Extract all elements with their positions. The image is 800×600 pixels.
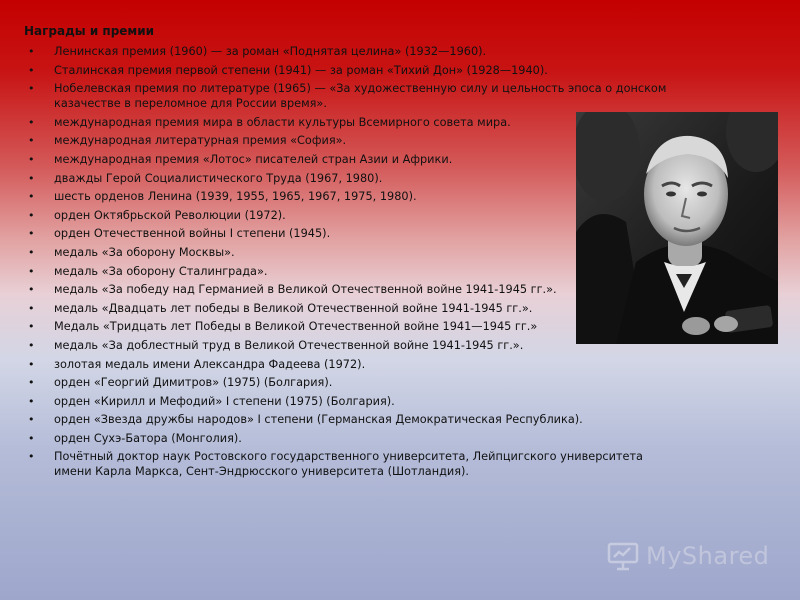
list-item-text: Ленинская премия (1960) — за роман «Поднятая целина» (1932—1960). <box>54 45 487 58</box>
list-item <box>26 152 594 167</box>
list-item-text: медаль «За оборону Сталинграда». <box>54 264 268 278</box>
list-item-text: медаль «За оборону Москвы». <box>54 245 235 259</box>
list-item-text: орден Сухэ-Батора (Монголия). <box>54 431 242 445</box>
bullet-icon: • <box>28 320 35 334</box>
list-item-text: Медаль «Тридцать лет Победы в Великой Отечественной войне 1941—1945 гг.» <box>54 320 538 334</box>
bullet-icon: • <box>28 431 35 445</box>
list-item <box>26 264 594 279</box>
bullet-icon: • <box>28 82 35 96</box>
list-item <box>26 189 594 204</box>
list-item <box>26 245 594 260</box>
list-item <box>26 431 676 446</box>
bullet-icon: • <box>28 115 35 129</box>
list-item-text: орден Отечественной войны I степени (1945). <box>54 227 331 241</box>
list-item <box>26 115 594 130</box>
list-item <box>26 133 594 148</box>
watermark <box>606 536 776 576</box>
list-item-text: Нобелевская премия по литературе (1965) — «За художественную силу и цельность эпоса о донском казачестве в переломное для России время». <box>54 82 667 111</box>
bullet-icon: • <box>28 394 35 408</box>
list-item-text: дважды Герой Социалистического Труда (1967, 1980). <box>54 171 383 185</box>
list-item <box>26 357 676 372</box>
list-item-text: Почётный доктор наук Ростовского государственного университета, Лейпцигского университета имени Карла Маркса, Сент-Эндрюсского университета (Шотландия). <box>54 450 643 479</box>
list-item <box>26 449 674 479</box>
list-item <box>26 226 594 241</box>
list-item-text: орден «Звезда дружбы народов» I степени (Германская Демократическая Республика). <box>54 413 583 427</box>
list-item-text: золотая медаль имени Александра Фадеева (1972). <box>54 357 366 371</box>
bullet-icon: • <box>28 357 35 371</box>
list-item-text: Сталинская премия первой степени (1941) — за роман «Тихий Дон» (1928—1940). <box>54 63 548 77</box>
list-item <box>26 44 676 59</box>
list-item-text: медаль «За победу над Германией в Великой Отечественной войне 1941-1945 гг.». <box>54 283 557 297</box>
bullet-icon: • <box>28 171 35 185</box>
bullet-icon: • <box>28 152 35 166</box>
bullet-icon: • <box>28 338 35 352</box>
list-item-text: международная премия «Лотос» писателей стран Азии и Африки. <box>54 152 453 166</box>
bullet-icon: • <box>28 301 35 315</box>
list-item-text: медаль «Двадцать лет победы в Великой Отечественной войне 1941-1945 гг.». <box>54 301 533 315</box>
bullet-icon: • <box>28 227 35 241</box>
bullet-icon: • <box>28 134 35 148</box>
bullet-icon: • <box>28 190 35 204</box>
bullet-icon: • <box>28 376 35 390</box>
watermark-text: MyShared <box>646 542 770 570</box>
list-item-text: международная премия мира в области культуры Всемирного совета мира. <box>54 115 511 129</box>
bullet-icon: • <box>28 283 35 297</box>
list-item-text: медаль «За доблестный труд в Великой Отечественной войне 1941-1945 гг.». <box>54 338 524 352</box>
bullet-icon: • <box>28 450 35 464</box>
list-item-text: орден «Георгий Димитров» (1975) (Болгария). <box>54 376 333 390</box>
portrait-photo <box>576 112 778 344</box>
presentation-icon <box>606 539 640 573</box>
list-item <box>26 171 594 186</box>
bullet-icon: • <box>28 45 35 58</box>
list-item <box>26 394 676 409</box>
list-item <box>26 63 676 78</box>
bullet-icon: • <box>28 413 35 427</box>
slide-title: Награды и премии <box>24 24 155 38</box>
list-item <box>26 208 594 223</box>
bullet-icon: • <box>28 264 35 278</box>
list-item-text: орден «Кирилл и Мефодий» I степени (1975) (Болгария). <box>54 394 395 408</box>
list-item-text: шесть орденов Ленина (1939, 1955, 1965, 1967, 1975, 1980). <box>54 190 417 204</box>
list-item <box>26 81 676 111</box>
list-item <box>26 375 676 390</box>
list-item-text: международная литературная премия «София». <box>54 134 347 148</box>
bullet-icon: • <box>28 208 35 222</box>
bullet-icon: • <box>28 245 35 259</box>
bullet-icon: • <box>28 63 35 77</box>
list-item-text: орден Октябрьской Революции (1972). <box>54 208 286 222</box>
list-item <box>26 412 676 427</box>
